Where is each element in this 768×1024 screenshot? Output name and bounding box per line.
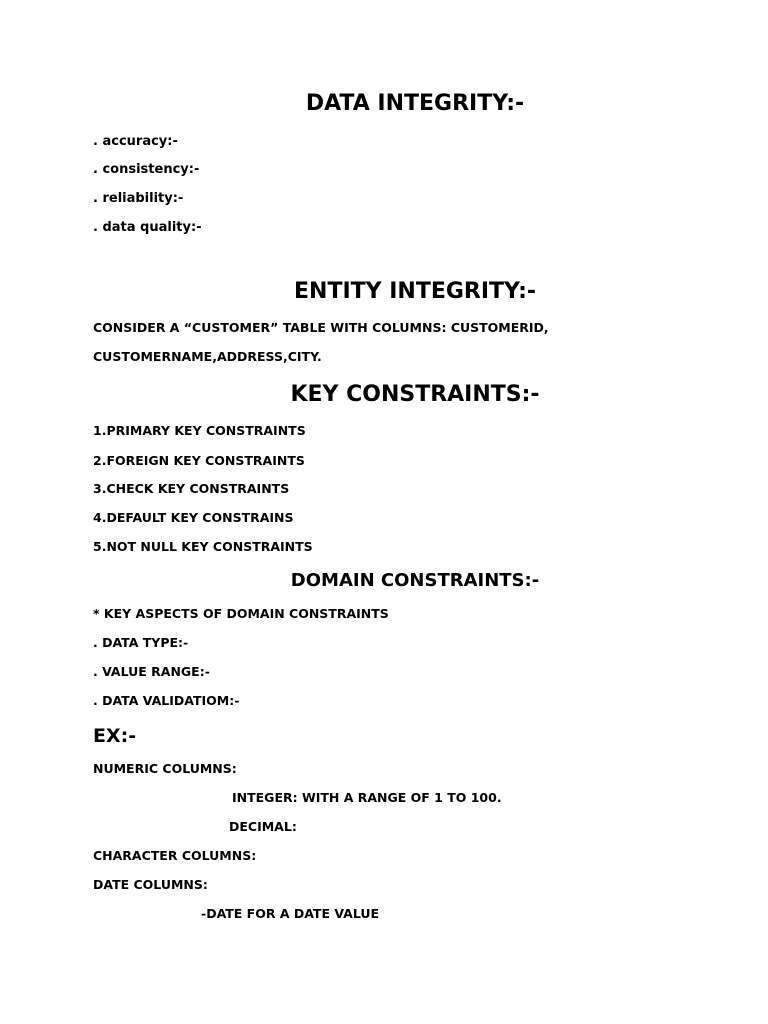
domain-constraints-intro: * KEY ASPECTS OF DOMAIN CONSTRAINTS (93, 606, 389, 621)
domain-aspect-data-type: . DATA TYPE:- (93, 635, 189, 650)
key-constraint-item-primary: 1.PRIMARY KEY CONSTRAINTS (93, 423, 306, 438)
example-heading: EX:- (93, 725, 137, 747)
domain-aspect-data-validation: . DATA VALIDATIOM:- (93, 693, 240, 708)
domain-constraints-heading: DOMAIN CONSTRAINTS:- (290, 570, 540, 591)
data-integrity-heading: DATA INTEGRITY:- (305, 91, 525, 116)
decimal-label: DECIMAL: (229, 819, 297, 834)
data-integrity-item-accuracy: . accuracy:- (93, 134, 178, 149)
date-value-line: -DATE FOR A DATE VALUE (201, 906, 380, 921)
character-columns-label: CHARACTER COLUMNS: (93, 848, 257, 863)
key-constraint-item-foreign: 2.FOREIGN KEY CONSTRAINTS (93, 453, 305, 468)
key-constraint-item-check: 3.CHECK KEY CONSTRAINTS (93, 481, 290, 496)
data-integrity-item-data-quality: . data quality:- (93, 220, 202, 235)
key-constraint-item-default: 4.DEFAULT KEY CONSTRAINS (93, 510, 294, 525)
key-constraint-item-not-null: 5.NOT NULL KEY CONSTRAINTS (93, 539, 313, 554)
key-constraints-heading: KEY CONSTRAINTS:- (290, 382, 540, 407)
entity-integrity-heading: ENTITY INTEGRITY:- (294, 279, 536, 304)
data-integrity-item-consistency: . consistency:- (93, 162, 200, 177)
numeric-columns-label: NUMERIC COLUMNS: (93, 761, 237, 776)
entity-integrity-line-2: CUSTOMERNAME,ADDRESS,CITY. (93, 349, 322, 364)
integer-range-line: INTEGER: WITH A RANGE OF 1 TO 100. (232, 790, 502, 805)
data-integrity-item-reliability: . reliability:- (93, 191, 184, 206)
domain-aspect-value-range: . VALUE RANGE:- (93, 664, 210, 679)
entity-integrity-line-1: CONSIDER A “CUSTOMER” TABLE WITH COLUMNS: CUSTOMERID, (93, 320, 549, 335)
date-columns-label: DATE COLUMNS: (93, 877, 208, 892)
